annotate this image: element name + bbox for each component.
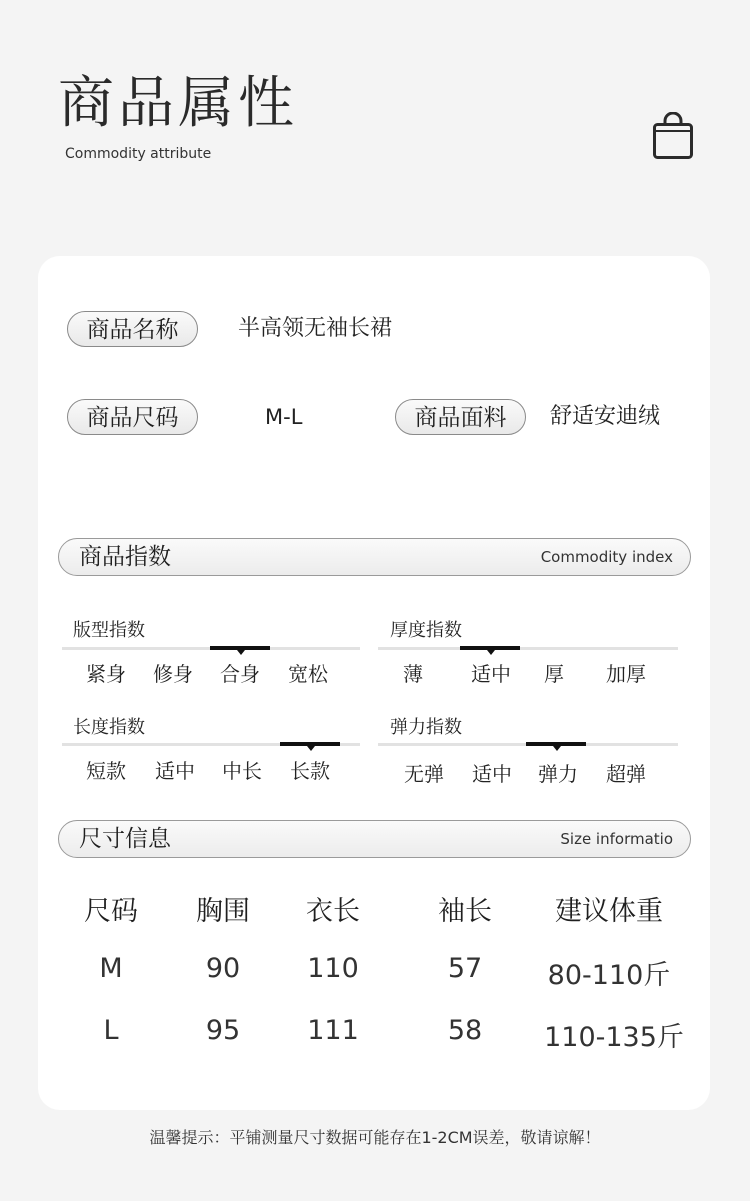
length-index-label: 长度指数 [73,717,145,738]
elasticity-index-marker [526,742,586,746]
table-header-length: 衣长 [306,896,360,927]
elasticity-index-track [378,743,678,746]
thickness-option: 薄 [403,662,423,686]
table-cell: 110-135斤 [544,1022,684,1053]
fit-index-label: 版型指数 [73,620,145,641]
elasticity-option: 适中 [472,762,512,786]
index-section-header [58,538,691,576]
thickness-option-selected: 适中 [471,662,511,686]
table-cell: 80-110斤 [547,960,671,991]
elasticity-option: 超弹 [606,762,646,786]
length-index-marker [280,742,340,746]
length-index-track [62,743,360,746]
page-subtitle: Commodity attribute [65,146,212,162]
size-section-title: 尺寸信息 [79,826,171,852]
fit-option: 紧身 [86,662,126,686]
fit-option-selected: 合身 [220,662,260,686]
fit-option: 修身 [153,662,193,686]
table-cell: 58 [447,1015,483,1046]
name-value: 半高领无袖长裙 [238,316,393,341]
length-option: 短款 [86,759,126,783]
length-option-selected: 长款 [290,759,330,783]
table-header-size: 尺码 [84,896,138,927]
size-value: M-L [265,405,303,429]
table-header-chest: 胸围 [196,896,250,927]
thickness-option: 厚 [544,662,564,686]
elasticity-option-selected: 弹力 [538,762,578,786]
page-title: 商品属性 [58,71,298,136]
table-cell: 95 [205,1015,241,1046]
table-header-sleeve: 袖长 [438,896,492,927]
fabric-label-pill: 商品面料 [395,399,526,435]
table-cell: 90 [205,953,241,984]
fit-index-marker [210,646,270,650]
fabric-value: 舒适安迪绒 [550,404,661,429]
elasticity-option: 无弹 [404,762,444,786]
thickness-option: 加厚 [606,662,646,686]
table-header-weight: 建议体重 [555,896,663,927]
index-section-title: 商品指数 [79,544,171,570]
shopping-bag-icon [652,112,694,160]
footer-note: 温馨提示：平铺测量尺寸数据可能存在1-2CM误差，敬请谅解！ [149,1128,601,1147]
fit-index-track [62,647,360,650]
table-cell: 111 [307,1015,359,1046]
fit-option: 宽松 [288,662,328,686]
size-label-pill: 商品尺码 [67,399,198,435]
thickness-index-track [378,647,678,650]
table-cell: 110 [307,953,359,984]
name-label-pill: 商品名称 [67,311,198,347]
length-option: 中长 [222,759,262,783]
size-section-title-en: Size informatio [560,830,673,848]
size-section-header [58,820,691,858]
length-option: 适中 [155,759,195,783]
thickness-index-label: 厚度指数 [390,620,462,641]
table-cell: M [99,953,123,984]
table-cell: L [103,1015,119,1046]
index-section-title-en: Commodity index [540,548,673,566]
elasticity-index-label: 弹力指数 [390,717,462,738]
table-cell: 57 [447,953,483,984]
thickness-index-marker [460,646,520,650]
